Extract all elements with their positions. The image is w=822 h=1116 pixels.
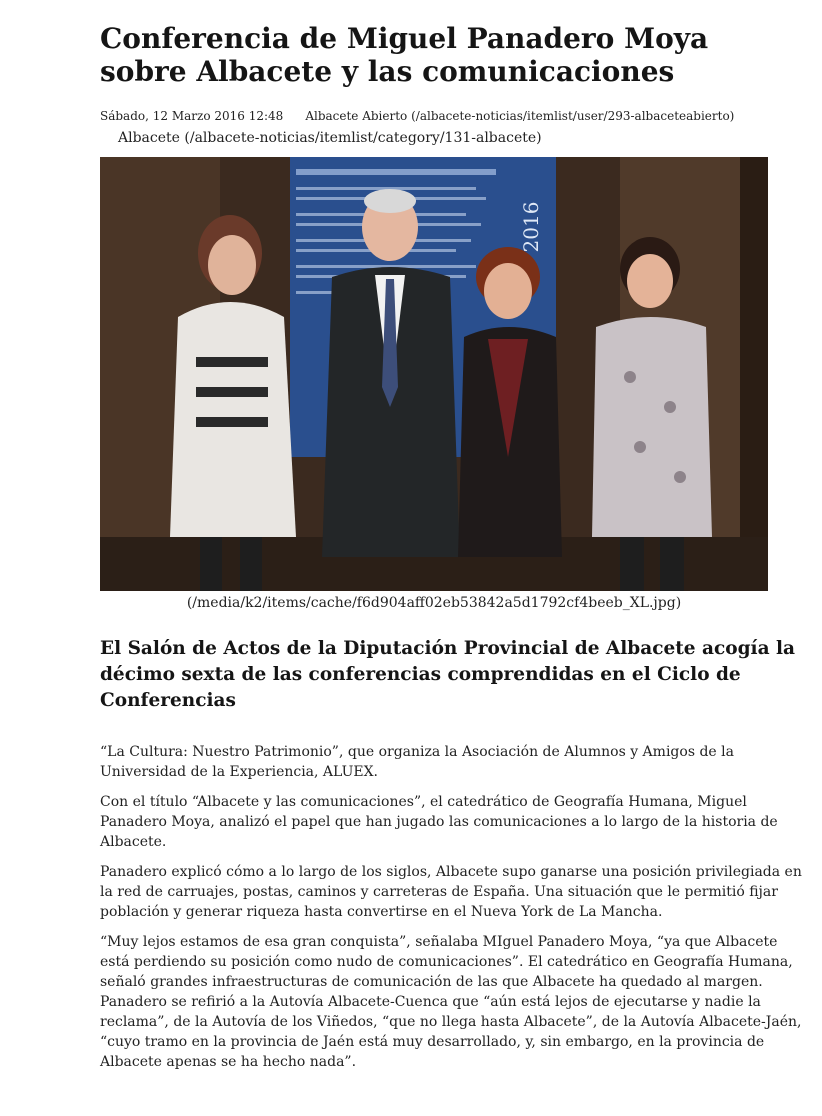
article-date: Sábado, 12 Marzo 2016 12:48: [100, 109, 284, 123]
paragraph: “Muy lejos estamos de esa gran conquista”, señalaba MIguel Panadero Moya, “ya que Albacete está perdiendo su posición como nudo de comunicaciones”. El catedrático en Geografía Humana, señaló grandes infraestructuras de comunicación de las que Albacete ha quedado al margen. Panadero se refirió a la Autovía Albacete-Cuenca que “aún está lejos de ejecutarse y nadie la reclama”, de la Autovía de los Viñedos, “que no llega hasta Albacete”, de la Autovía Albacete-Jaén, “cuyo tramo en la provincia de Jaén está muy desarrollado, y, sin embargo, en la provincia de Albacete apenas se ha hecho nada”.: [100, 934, 802, 1070]
article-body: [100, 742, 804, 1082]
category-link[interactable]: Albacete (/albacete-noticias/itemlist/category/131-albacete): [118, 130, 542, 146]
image-link[interactable]: (/media/k2/items/cache/f6d904aff02eb53842a5d1792cf4beeb_XL.jpg): [186, 595, 682, 611]
paragraph: Panadero explicó cómo a lo largo de los siglos, Albacete supo ganarse una posición privilegiada en la red de carruajes, postas, caminos y carreteras de España. Una situación que le permitió fijar población y generar riqueza hasta convertirse en el Nueva York de La Mancha.: [100, 864, 802, 920]
article-subtitle: El Salón de Actos de la Diputación Provincial de Albacete acogía la décimo sexta de las conferencias comprendidas en el Ciclo de Conferencias: [100, 638, 796, 711]
article-meta: [100, 108, 820, 124]
poster-year: 2016: [519, 201, 543, 253]
photo-illustration: [100, 157, 768, 591]
author-link[interactable]: Albacete Abierto (/albacete-noticias/itemlist/user/293-albaceteabierto): [305, 109, 735, 123]
article-title: Conferencia de Miguel Panadero Moya sobre Albacete y las comunicaciones: [100, 22, 709, 88]
paragraph: “La Cultura: Nuestro Patrimonio”, que organiza la Asociación de Alumnos y Amigos de la Universidad de la Experiencia, ALUEX.: [100, 744, 734, 780]
paragraph: Con el título “Albacete y las comunicaciones”, el catedrático de Geografía Humana, Miguel Panadero Moya, analizó el papel que han jugado las comunicaciones a lo largo de la historia de Albacete.: [100, 794, 778, 850]
article-photo[interactable]: [100, 157, 768, 591]
